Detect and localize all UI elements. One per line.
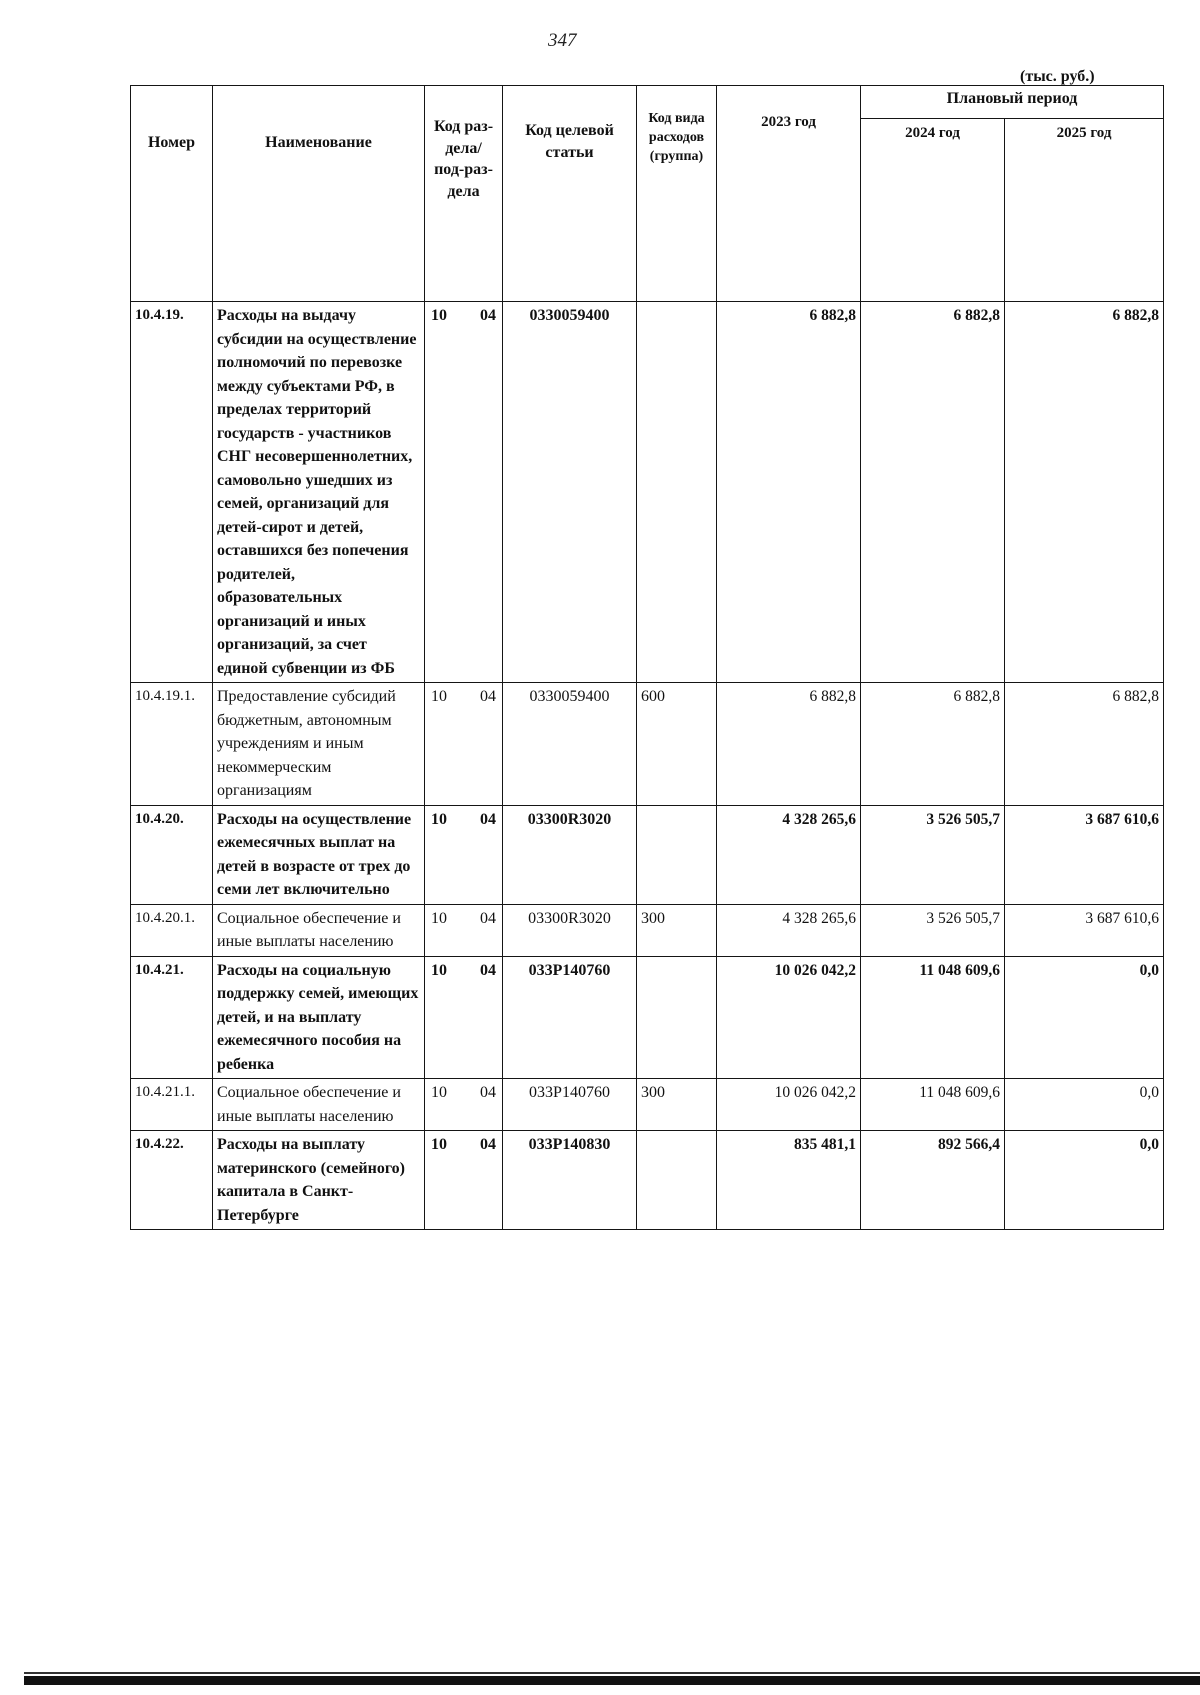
row-amount-2023: 4 328 265,6	[717, 904, 861, 956]
budget-table	[130, 85, 1164, 1230]
row-section-code	[425, 302, 503, 683]
row-amount-2024: 3 526 505,7	[861, 805, 1005, 904]
table-row	[131, 956, 1164, 1079]
row-section: 10	[431, 1136, 447, 1153]
row-expense-type: 600	[637, 683, 717, 806]
row-section: 10	[431, 810, 447, 828]
row-name: Расходы на выдачу субсидии на осуществление полномочий по перевозке между субъектами РФ, в пределах территорий государств - участников СНГ несовершеннолетних, самовольно ушедших из семей, организаций для детей-сирот и детей, оставшихся без попечения родителей, образовательных организаций и иных организаций, за счет единой субвенции из ФБ	[213, 302, 425, 683]
row-name: Расходы на осуществление ежемесячных выплат на детей в возрасте от трех до семи лет включительно	[213, 805, 425, 904]
row-number: 10.4.21.1.	[131, 1079, 213, 1131]
row-name: Расходы на выплату материнского (семейного) капитала в Санкт-Петербурге	[213, 1131, 425, 1230]
header-section-code: Код раз-дела/ под-раз-дела	[425, 86, 503, 302]
row-section-code	[425, 1079, 503, 1131]
row-amount-2025: 6 882,8	[1005, 302, 1164, 683]
row-expense-type: 300	[637, 904, 717, 956]
table-row	[131, 1131, 1164, 1230]
row-amount-2023: 6 882,8	[717, 302, 861, 683]
row-name: Социальное обеспечение и иные выплаты населению	[213, 904, 425, 956]
row-target-code: 0330059400	[503, 683, 637, 806]
row-amount-2024: 3 526 505,7	[861, 904, 1005, 956]
row-section: 10	[431, 909, 447, 927]
row-subsection: 04	[480, 1136, 496, 1153]
header-planned-period: Плановый период	[861, 86, 1164, 119]
row-amount-2023: 835 481,1	[717, 1131, 861, 1230]
header-year-2024: 2024 год	[861, 119, 1005, 302]
header-number: Номер	[131, 86, 213, 302]
header-target-code: Код целевой статьи	[503, 86, 637, 302]
row-number: 10.4.22.	[131, 1131, 213, 1230]
row-target-code: 03300R3020	[503, 904, 637, 956]
row-section-code	[425, 956, 503, 1079]
row-amount-2023: 10 026 042,2	[717, 956, 861, 1079]
row-amount-2025: 3 687 610,6	[1005, 904, 1164, 956]
table-body	[131, 302, 1164, 1230]
table-row	[131, 805, 1164, 904]
row-section: 10	[431, 1084, 447, 1101]
row-target-code: 033P140760	[503, 1079, 637, 1131]
row-number: 10.4.19.1.	[131, 683, 213, 806]
page-bottom-edge	[24, 1676, 1200, 1685]
table-row	[131, 683, 1164, 806]
row-target-code: 033P140760	[503, 956, 637, 1079]
row-number: 10.4.21.	[131, 956, 213, 1079]
row-expense-type	[637, 956, 717, 1079]
row-number: 10.4.20.1.	[131, 904, 213, 956]
row-subsection: 04	[480, 810, 496, 828]
row-amount-2025: 0,0	[1005, 956, 1164, 1079]
row-subsection: 04	[480, 307, 496, 324]
row-name: Социальное обеспечение и иные выплаты населению	[213, 1079, 425, 1131]
row-amount-2024: 6 882,8	[861, 683, 1005, 806]
header-year-2025: 2025 год	[1005, 119, 1164, 302]
header-year-2023: 2023 год	[717, 86, 861, 302]
row-section-code	[425, 904, 503, 956]
row-amount-2025: 0,0	[1005, 1131, 1164, 1230]
row-section: 10	[431, 307, 447, 324]
row-target-code: 033P140830	[503, 1131, 637, 1230]
row-amount-2023: 6 882,8	[717, 683, 861, 806]
row-section: 10	[431, 688, 447, 705]
row-number: 10.4.19.	[131, 302, 213, 683]
row-subsection: 04	[480, 688, 496, 705]
row-expense-type	[637, 1131, 717, 1230]
row-expense-type	[637, 805, 717, 904]
row-section: 10	[431, 961, 447, 979]
row-section-code	[425, 1131, 503, 1230]
row-number: 10.4.20.	[131, 805, 213, 904]
row-amount-2024: 11 048 609,6	[861, 1079, 1005, 1131]
row-amount-2025: 6 882,8	[1005, 683, 1164, 806]
table-header	[131, 86, 1164, 302]
row-subsection: 04	[480, 1084, 496, 1101]
table-row	[131, 904, 1164, 956]
row-expense-type	[637, 302, 717, 683]
row-section-code	[425, 683, 503, 806]
row-amount-2025: 0,0	[1005, 1079, 1164, 1131]
row-amount-2024: 892 566,4	[861, 1131, 1005, 1230]
header-name: Наименование	[213, 86, 425, 302]
row-subsection: 04	[480, 909, 496, 927]
row-name: Расходы на социальную поддержку семей, имеющих детей, и на выплату ежемесячного пособия на ребенка	[213, 956, 425, 1079]
row-amount-2024: 6 882,8	[861, 302, 1005, 683]
row-target-code: 0330059400	[503, 302, 637, 683]
row-amount-2023: 4 328 265,6	[717, 805, 861, 904]
page-number: 347	[548, 30, 577, 51]
header-expense-type: Код вида расходов (группа)	[637, 86, 717, 302]
page-bottom-edge-line	[24, 1672, 1200, 1674]
table-row	[131, 1079, 1164, 1131]
row-name: Предоставление субсидий бюджетным, автономным учреждениям и иным некоммерческим организациям	[213, 683, 425, 806]
row-amount-2024: 11 048 609,6	[861, 956, 1005, 1079]
table-row	[131, 302, 1164, 683]
row-expense-type: 300	[637, 1079, 717, 1131]
row-section-code	[425, 805, 503, 904]
units-label: (тыс. руб.)	[1020, 68, 1095, 85]
row-amount-2025: 3 687 610,6	[1005, 805, 1164, 904]
row-target-code: 03300R3020	[503, 805, 637, 904]
row-amount-2023: 10 026 042,2	[717, 1079, 861, 1131]
row-subsection: 04	[480, 961, 496, 979]
